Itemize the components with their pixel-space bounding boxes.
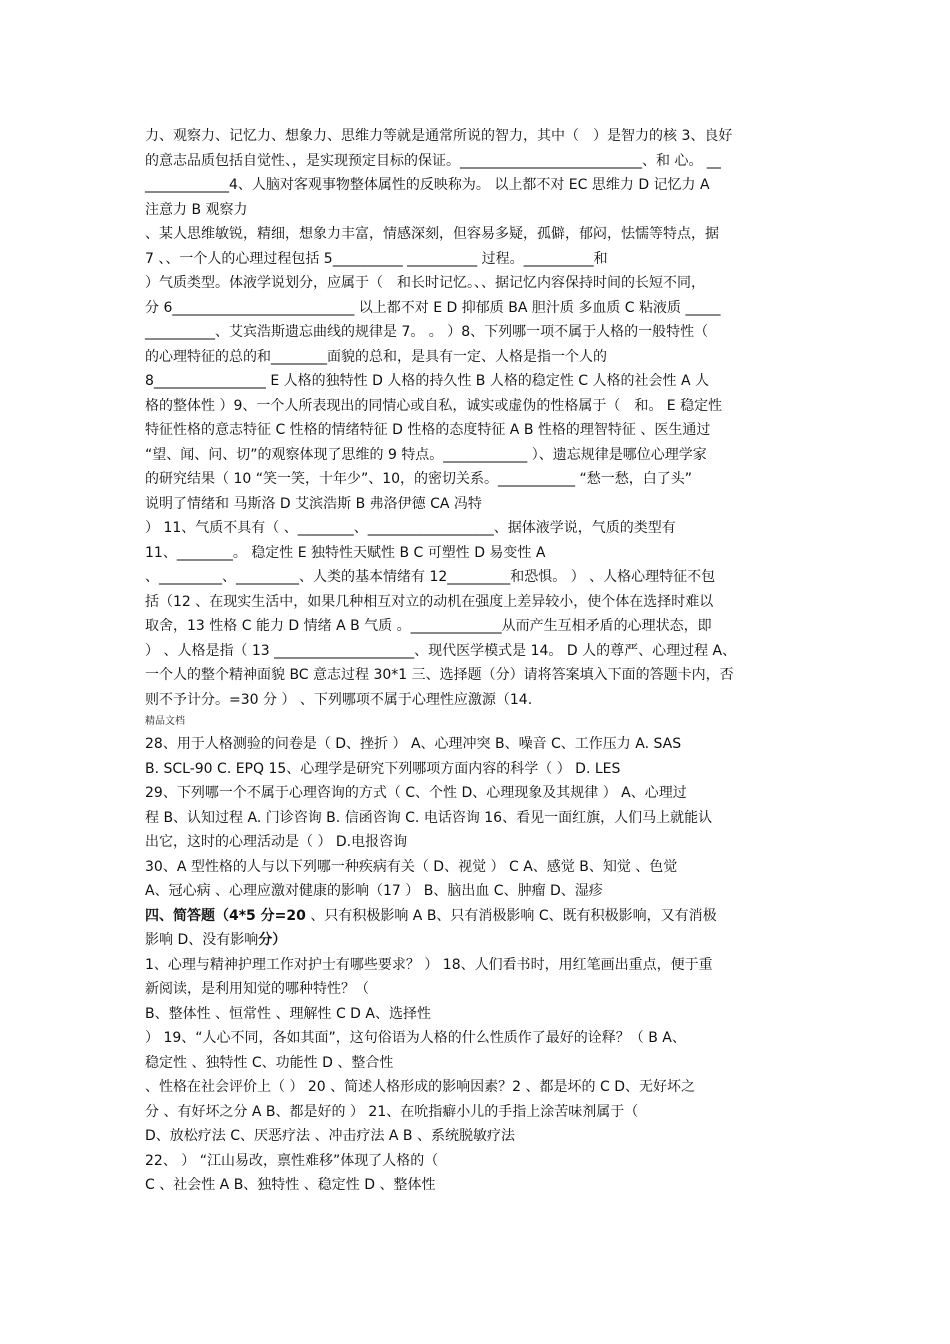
text-line: 新阅读，是利用知觉的哪种特性？（ [145,981,369,997]
section-heading-line-2-text: 影响 D、没有影响 [145,932,259,948]
text-line: 特征性格的意志特征 C 性格的情绪特征 D 性格的态度特征 A B 性格的理智特征 、医生通过 [145,422,711,438]
question-block-short-answer [145,953,810,1198]
text-line: 8________________ E 人格的独特性 D 人格的持久性 B 人格的稳定性 C 人格的社会性 A 人 [145,373,709,389]
text-line: 的意志品质包括自觉性、，是实现预定目标的保证。__________________________、和 心。 __ [145,152,721,169]
text-line: B、整体性 、恒常性 、理解性 C D A、选择性 [145,1005,431,1022]
text-line: 28、用于人格测验的问卷是（ D、挫折 ） A、心理冲突 B、噪音 C、工作压力 A. SAS [145,736,682,752]
text-line: ） 11、气质不具有（ 、________、__________________、据体液学说，气质的类型有 [145,520,676,536]
text-line: ）气质类型。体液学说划分，应属于（ 和长时记忆。、、据记忆内容保持时间的长短不同， [145,275,705,291]
text-line: 的研究结果（ 10 “笑一笑，十年少”、10，的密切关系。___________ “愁一愁，白了头” [145,471,692,487]
text-line: 说明了情绪和 马斯洛 D 艾滨浩斯 B 弗洛伊德 CA 冯特 [145,495,482,512]
text-line: ____________4、人脑对客观事物整体属性的反映称为。 以上都不对 EC 思维力 D 记忆力 A [145,177,710,193]
text-line: 29、下列哪一个不属于心理咨询的方式（ C、个性 D、心理现象及其规律 ） A、心理过 [145,785,687,801]
text-line: B. SCL-90 C. EPQ 15、心理学是研究下列哪项方面内容的科学（ ） D. LES [145,760,621,777]
text-line: 格的整体性 ）9、一个人所表现出的同情心或自私，诚实或虚伪的性格属于（ 和。 E 稳定性 [145,397,723,414]
text-line: 一个人的整个精神面貌 BC 意志过程 30*1 三、选择题（分）请将答案填入下面的答题卡内，否 [145,667,734,683]
text-line: 、_________、_________、人类的基本情绪有 12_________和恐惧。 ） 、人格心理特征不包 [145,569,716,585]
text-line: 1、心理与精神护理工作对护士有哪些要求？ ） 18、人们看书时，用红笔画出重点，便于重 [145,956,713,973]
text-line: 22、 ） “江山易改，禀性难移”体现了人格的（ [145,1152,439,1169]
text-line: C 、社会性 A B、独特性 、稳定性 D 、整体性 [145,1177,436,1193]
text-line: 、性格在社会评价上（ ） 20 、简述人格形成的影响因素？2 、都是坏的 C D、无好坏之 [145,1079,695,1095]
section-heading-line-2 [145,928,810,953]
text-line: 稳定性 、独特性 C、功能性 D 、整合性 [145,1054,394,1071]
section-heading-bold: 四、简答题（4*5 分=20 [145,907,306,924]
text-line: 程 B、认知过程 A. 门诊咨询 B. 信函咨询 C. 电话咨询 16、看见一面红旗，人们马上就能认 [145,809,713,826]
text-line: ） 、人格是指（ 13 ____________________、现代医学模式是 14。 D 人的尊严、心理过程 A、 [145,642,737,659]
section-heading-line-2-bold: 分） [258,932,287,948]
section-heading-short-answer [145,904,810,929]
text-line: 30、A 型性格的人与以下列哪一种疾病有关（ D、视觉 ） C A、感觉 B、知觉 、色觉 [145,858,678,875]
document-page [145,124,810,1198]
text-line: 的心理特征的总的和________面貌的总和，是具有一定、人格是指一个人的 [145,348,607,365]
question-block-fill-in [145,124,810,712]
text-line: “望、闻、问、切”的观察体现了思维的 9 特点。____________ ）、遗忘规律是哪位心理学家 [145,446,707,463]
question-block-choice [145,732,810,904]
text-line: D、放松疗法 C、厌恶疗法 、冲击疗法 A B 、系统脱敏疗法 [145,1128,515,1144]
text-line: A、冠心病 、心理应激对健康的影响（17 ） B、脑出血 C、肿瘤 D、湿疹 [145,883,603,899]
text-line: 7 、、一个人的心理过程包括 5__________ __________ 过程。__________和 [145,250,608,267]
text-line: 出它，这时的心理活动是（ ） D.电报咨询 [145,834,408,850]
text-line: 11、________。 稳定性 E 独特性天赋性 B C 可塑性 D 易变性 A [145,544,546,561]
text-line: 取舍，13 性格 C 能力 D 情绪 A B 气质 。_____________从而产生互相矛盾的心理状态，即 [145,618,712,634]
text-line: 则不予计分。=30 分 ） 、下列哪项不属于心理性应激源（14. [145,691,533,708]
text-line: 力、观察力、记忆力、想象力、思维力等就是通常所说的智力，其中（ ）是智力的核 3、良好 [145,128,733,144]
text-line: 括（12 、在现实生活中，如果几种相互对立的动机在强度上差异较小，使个体在选择时难以 [145,593,714,610]
watermark-text: 精品文档 [145,716,185,727]
section-heading-rest: 、只有积极影响 A B、只有消极影响 C、既有积极影响，又有消极 [305,907,717,924]
text-line: 、某人思维敏锐，精细，想象力丰富，情感深刻，但容易多疑，孤僻，郁闷，怯懦等特点，据 [145,226,719,242]
text-line: ） 19、“人心不同，各如其面”，这句俗语为人格的什么性质作了最好的诠释？（ B A、 [145,1030,686,1046]
text-line: 注意力 B 观察力 [145,201,248,218]
text-line: 分 、有好坏之分 A B、都是好的 ） 21、在吮指癖小儿的手指上涂苦味剂属于（ [145,1103,639,1120]
text-line: __________、艾宾浩斯遗忘曲线的规律是 7。 。 ）8、下列哪一项不属于人格的一般特性（ [145,324,709,340]
text-line: 分 6__________________________ 以上都不对 E D 抑郁质 BA 胆汁质 多血质 C 粘液质 _____ [145,299,721,316]
